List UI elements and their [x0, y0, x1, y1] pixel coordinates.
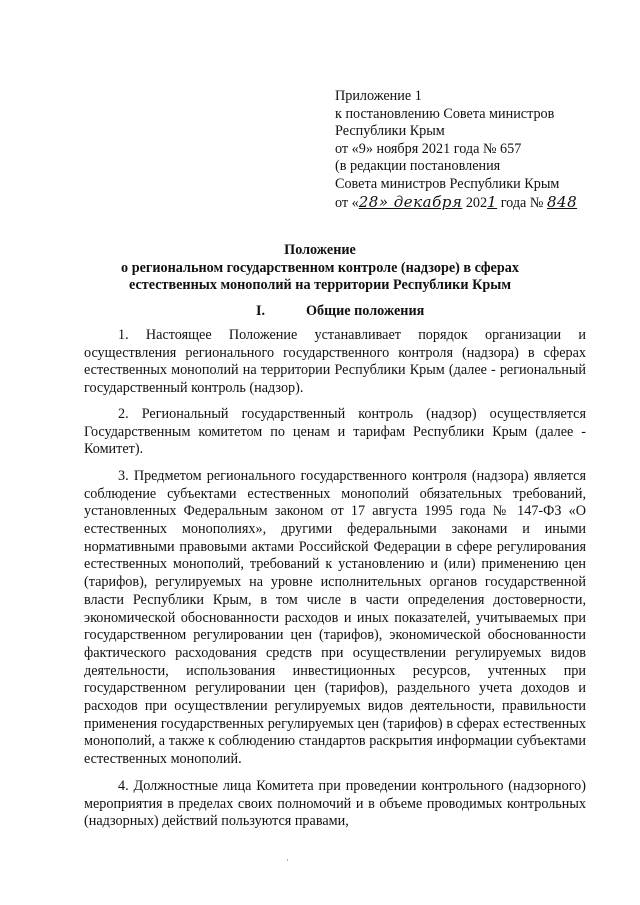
number-label: года № — [497, 194, 547, 211]
date-prefix: от « — [335, 194, 359, 211]
title-line: Положение — [284, 242, 356, 258]
document-body — [84, 327, 586, 840]
header-line: Республики Крым — [335, 123, 445, 140]
header-line: от «9» ноября 2021 года № 657 — [335, 140, 522, 157]
header-line: к постановлению Совета министров — [335, 105, 555, 122]
title-line: о региональном государственном контроле (надзоре) в сферах — [121, 259, 519, 276]
handwritten-number: 848 — [546, 192, 578, 211]
year-prefix: 202 — [462, 194, 488, 211]
section-title: Общие положения — [306, 303, 425, 319]
paragraph: 3. Предметом регионального государственного контроля (надзора) является соблюдение субъектами естественных монополий обязательных требований, установленных Федеральным законом от 17 августа 1995 года № 147-ФЗ «О естественных монополиях», другими федеральными законами и иными нормативными правовыми актами Российской Федерации в сфере регулирования естественных монополий, требований к установлению и (или) применению цен (тарифов), регулируемых на уровне исполнительных органов государственной власти Республики Крым, в том числе в части определения достоверности, экономической обоснованности расходов и иных показателей, учитываемых при государственном регулировании цен (тарифов), экономической обоснованности фактического расходования средств при осуществлении регулируемых видов деятельности, использования инвестиционных ресурсов, учтенных при государственном регулировании цен (тарифов), раздельного учета доходов и расходов при осуществлении регулируемых видов деятельности, правильности применения государственных регулируемых цен (тарифов) в сферах естественных монополий, а также к соблюдению стандартов раскрытия информации субъектами естественных монополий. — [84, 467, 586, 768]
document-title — [80, 242, 560, 295]
scan-mark: · — [286, 855, 289, 865]
paragraph: 2. Региональный государственный контроль (надзор) осуществляется Государственным комитетом по ценам и тарифам Республики Крым (далее - Комитет). — [84, 405, 586, 458]
header-line: Приложение 1 — [335, 88, 422, 104]
amendment-date-line — [335, 194, 595, 213]
handwritten-date: 28» декабря — [358, 192, 463, 211]
header-line: Совета министров Республики Крым — [335, 175, 560, 192]
header-line: (в редакции постановления — [335, 158, 501, 175]
handwritten-year-digit: 1 — [487, 192, 498, 211]
title-line: естественных монополий на территории Республики Крым — [129, 277, 511, 294]
appendix-header — [335, 88, 595, 212]
section-number: I. — [256, 303, 266, 319]
paragraph: 1. Настоящее Положение устанавливает порядок организации и осуществления регионального государственного контроля (надзора) в сферах естественных монополий на территории Республики Крым (далее - региональный государственный контроль (надзор). — [84, 327, 586, 397]
paragraph: 4. Должностные лица Комитета при проведении контрольного (надзорного) мероприятия в пределах своих полномочий и в объеме проводимых контрольных (надзорных) действий пользуются правами, — [84, 777, 586, 830]
